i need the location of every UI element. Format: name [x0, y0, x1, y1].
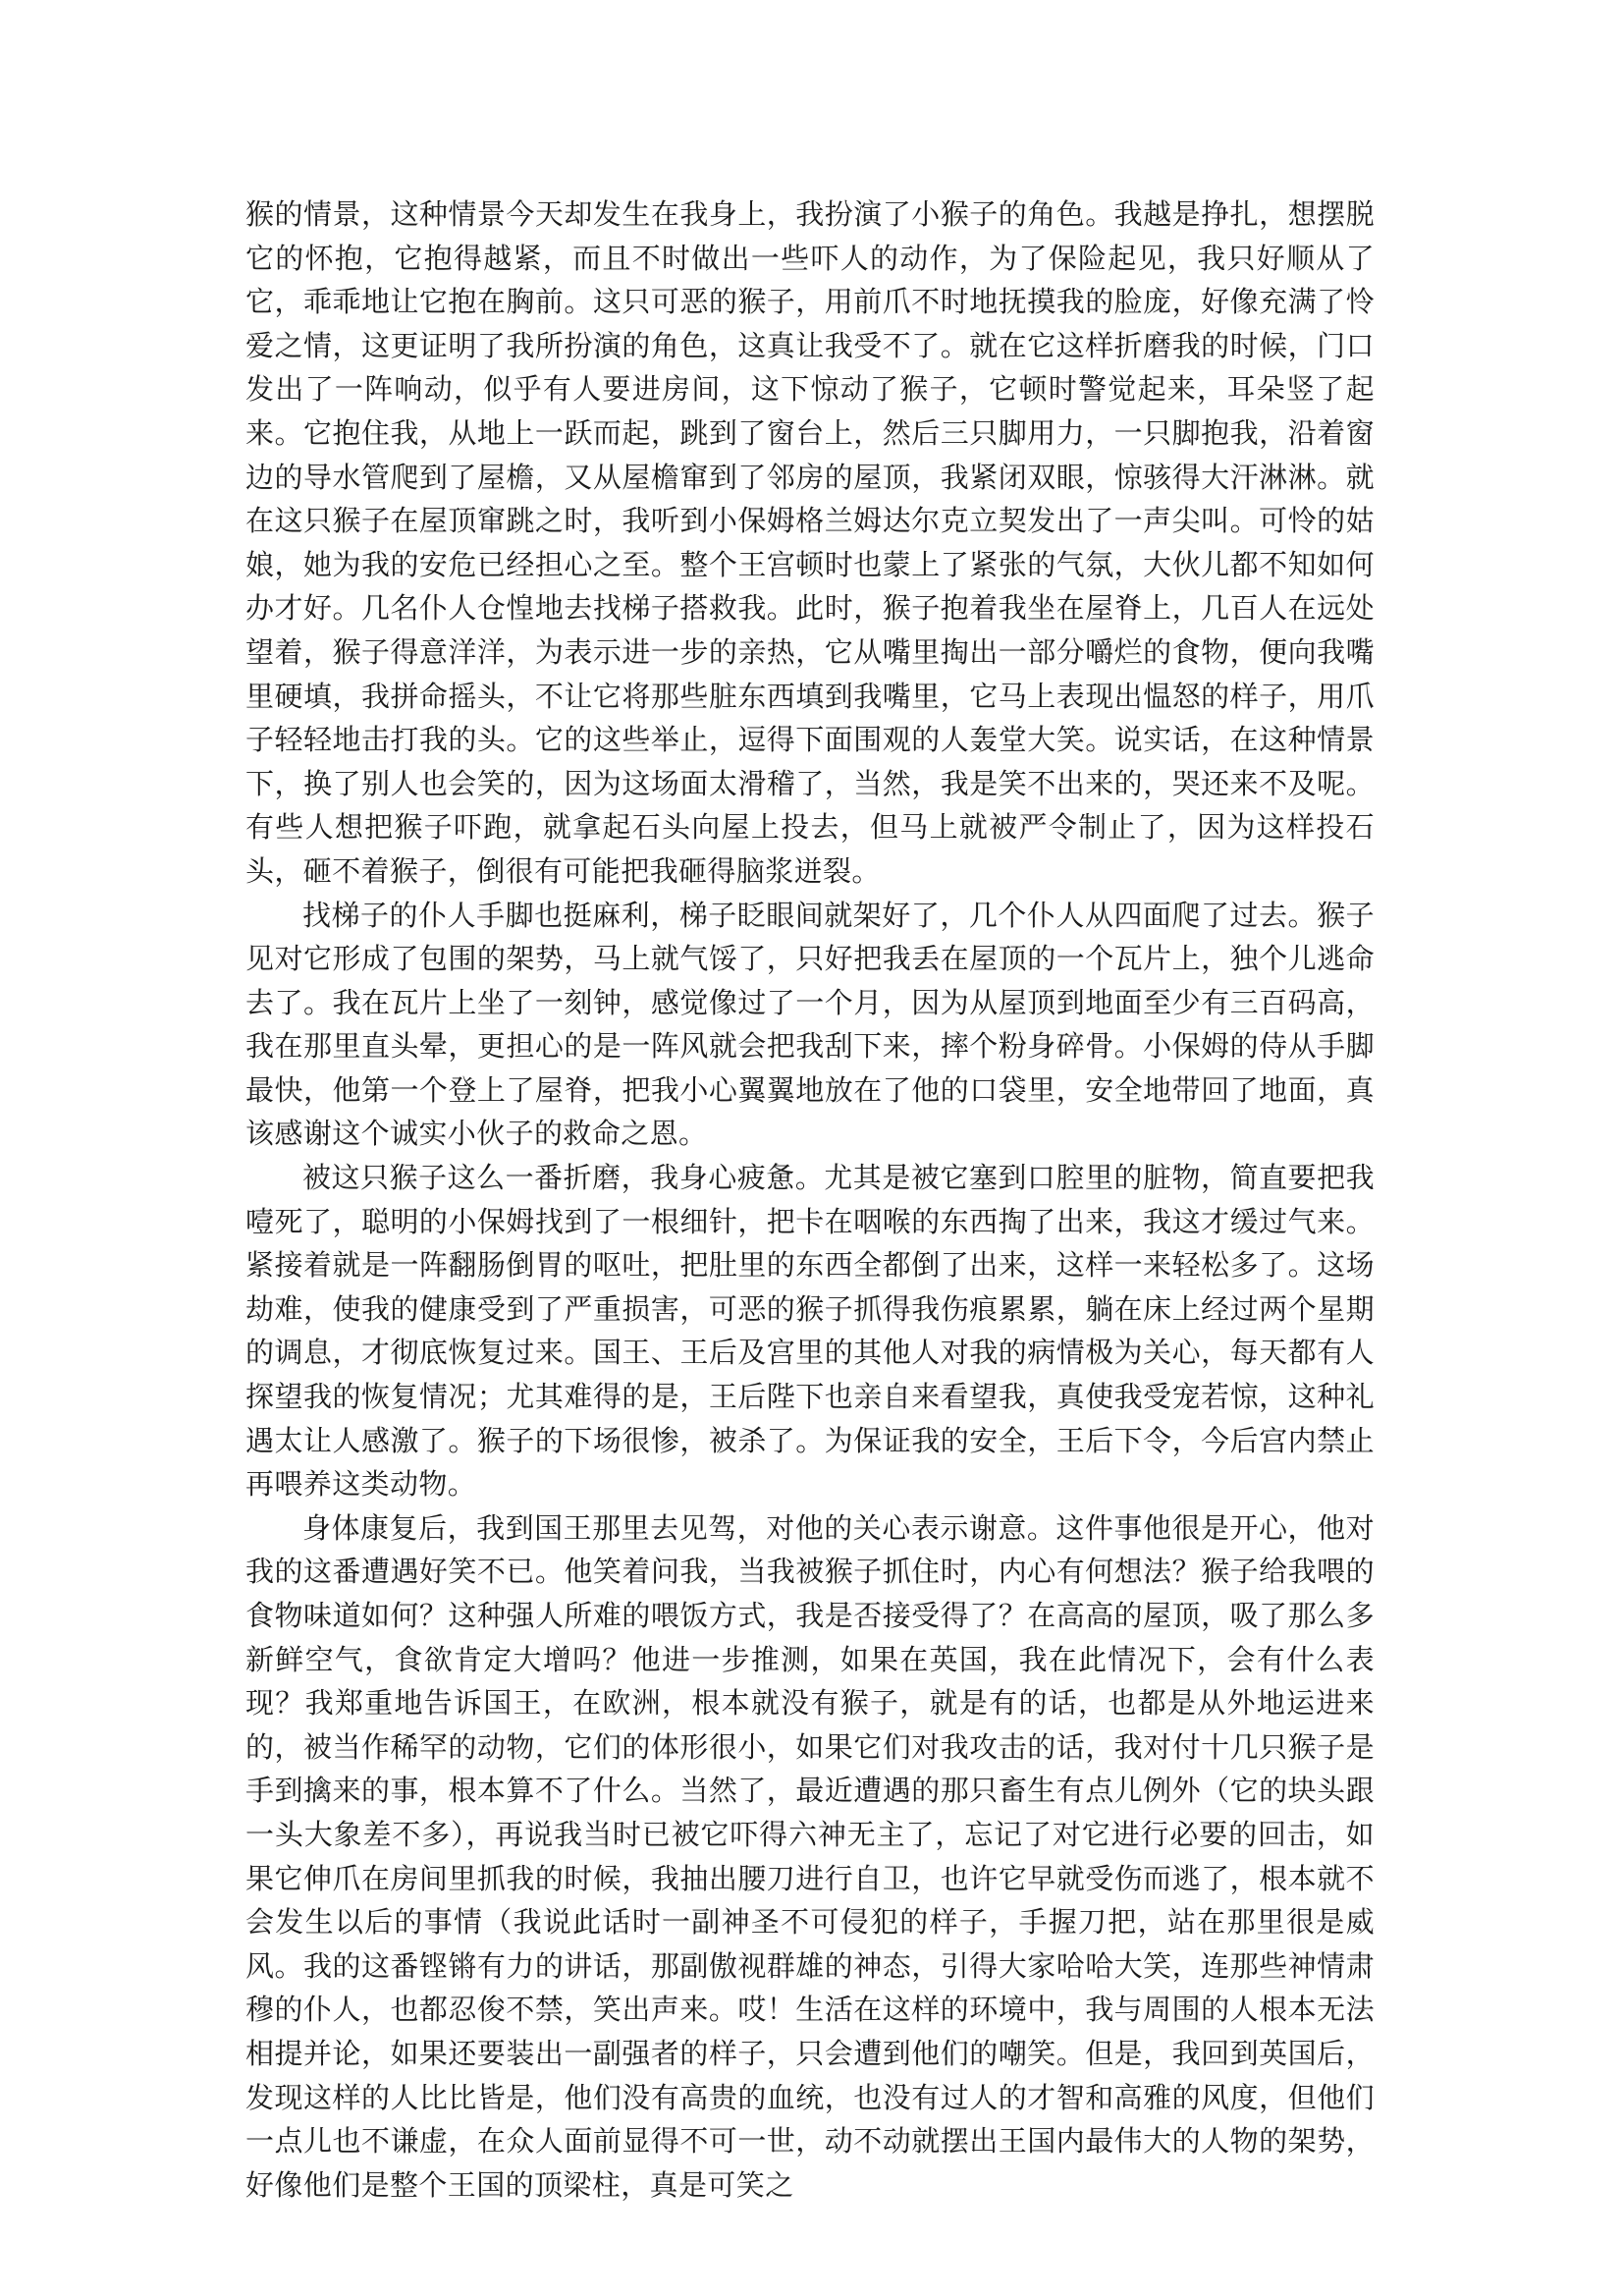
paragraph-3: 被这只猴子这么一番折磨，我身心疲惫。尤其是被它塞到口腔里的脏物，简直要把我噎死了，聪明的小保姆找到了一根细针，把卡在咽喉的东西掏了出来，我这才缓过气来。紧接着就是一阵翻肠倒胃的呕吐，把肚里的东西全都倒了出来，这样一来轻松多了。这场劫难，使我的健康受到了严重损害，可恶的猴子抓得我伤痕累累，躺在床上经过两个星期的调息，才彻底恢复过来。国王、王后及宫里的其他人对我的病情极为关心，每天都有人探望我的恢复情况；尤其难得的是，王后陛下也亲自来看望我，真使我受宠若惊，这种礼遇太让人感激了。猴子的下场很惨，被杀了。为保证我的安全，王后下令，今后宫内禁止再喂养这类动物。 [245, 1161, 1375, 1502]
paragraph-1: 猴的情景，这种情景今天却发生在我身上，我扮演了小猴子的角色。我越是挣扎，想摆脱它的怀抱，它抱得越紧，而且不时做出一些吓人的动作，为了保险起见，我只好顺从了它，乖乖地让它抱在胸前。这只可恶的猴子，用前爪不时地抚摸我的脸庞，好像充满了怜爱之情，这更证明了我所扮演的角色，这真让我受不了。就在它这样折磨我的时候，门口发出了一阵响动，似乎有人要进房间，这下惊动了猴子，它顿时警觉起来，耳朵竖了起来。它抱住我，从地上一跃而起，跳到了窗台上，然后三只脚用力，一只脚抱我，沿着窗边的导水管爬到了屋檐，又从屋檐窜到了邻房的屋顶，我紧闭双眼，惊骇得大汗淋淋。就在这只猴子在屋顶窜跳之时，我听到小保姆格兰姆达尔克立契发出了一声尖叫。可怜的姑娘，她为我的安危已经担心之至。整个王宫顿时也蒙上了紧张的气氛，大伙儿都不知如何办才好。几名仆人仓惶地去找梯子搭救我。此时，猴子抱着我坐在屋脊上，几百人在远处望着，猴子得意洋洋，为表示进一步的亲热，它从嘴里掏出一部分嚼烂的食物，便向我嘴里硬填，我拼命摇头，不让它将那些脏东西填到我嘴里，它马上表现出愠怒的样子，用爪子轻轻地击打我的头。它的这些举止，逗得下面围观的人轰堂大笑。说实话，在这种情景下，换了别人也会笑的，因为这场面太滑稽了，当然，我是笑不出来的，哭还来不及呢。有些人想把猴子吓跑，就拿起石头向屋上投去，但马上就被严令制止了，因为这样投石头，砸不着猴子，倒很有可能把我砸得脑浆迸裂。 [245, 197, 1375, 888]
paragraph-4: 身体康复后，我到国王那里去见驾，对他的关心表示谢意。这件事他很是开心，他对我的这番遭遇好笑不已。他笑着问我，当我被猴子抓住时，内心有何想法？猴子给我喂的食物味道如何？这种强人所难的喂饭方式，我是否接受得了？在高高的屋顶，吸了那么多新鲜空气，食欲肯定大增吗？他进一步推测，如果在英国，我在此情况下，会有什么表现？我郑重地告诉国王，在欧洲，根本就没有猴子，就是有的话，也都是从外地运进来的，被当作稀罕的动物，它们的体形很小，如果它们对我攻击的话，我对付十几只猴子是手到擒来的事，根本算不了什么。当然了，最近遭遇的那只畜生有点儿例外（它的块头跟一头大象差不多），再说我当时已被它吓得六神无主了，忘记了对它进行必要的回击，如果它伸爪在房间里抓我的时候，我抽出腰刀进行自卫，也许它早就受伤而逃了，根本就不会发生以后的事情（我说此话时一副神圣不可侵犯的样子，手握刀把，站在那里很是威风。我的这番铿锵有力的讲话，那副傲视群雄的神态，引得大家哈哈大笑，连那些神情肃穆的仆人，也都忍俊不禁，笑出声来。哎！生活在这样的环境中，我与周围的人根本无法相提并论，如果还要装出一副强者的样子，只会遭到他们的嘲笑。但是，我回到英国后，发现这样的人比比皆是，他们没有高贵的血统，也没有过人的才智和高雅的风度，但他们一点儿也不谦虚，在众人面前显得不可一世，动不动就摆出王国内最伟大的人物的架势，好像他们是整个王国的顶梁柱，真是可笑之 [245, 1510, 1375, 2202]
paragraph-2: 找梯子的仆人手脚也挺麻利，梯子眨眼间就架好了，几个仆人从四面爬了过去。猴子见对它形成了包围的架势，马上就气馁了，只好把我丢在屋顶的一个瓦片上，独个儿逃命去了。我在瓦片上坐了一刻钟，感觉像过了一个月，因为从屋顶到地面至少有三百码高，我在那里直头晕，更担心的是一阵风就会把我刮下来，摔个粉身碎骨。小保姆的侍从手脚最快，他第一个登上了屋脊，把我小心翼翼地放在了他的口袋里，安全地带回了地面，真该感谢这个诚实小伙子的救命之恩。 [245, 898, 1375, 1151]
body-text [245, 192, 1375, 2207]
